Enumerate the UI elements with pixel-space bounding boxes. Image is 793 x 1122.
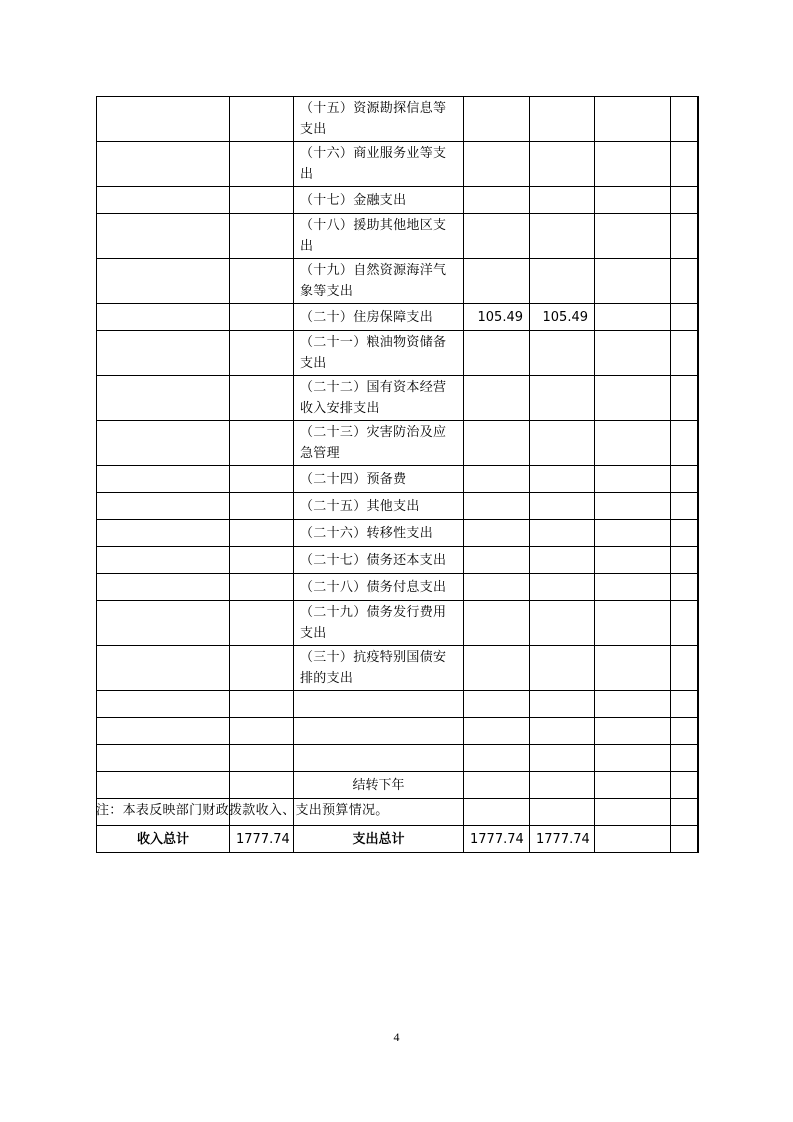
budget-table bbox=[96, 96, 699, 853]
income-amount-cell bbox=[230, 331, 294, 376]
expense-general-cell bbox=[530, 601, 595, 646]
expense-item-cell: （二十三）灾害防治及应急管理 bbox=[294, 421, 464, 466]
expense-total-cell bbox=[464, 547, 530, 574]
table-row bbox=[97, 214, 699, 259]
expense-general-cell bbox=[530, 421, 595, 466]
income-amount-cell bbox=[230, 745, 294, 772]
expense-general-cell bbox=[530, 718, 595, 745]
income-total-value: 1777.74 bbox=[230, 826, 294, 853]
expense-total-label: 支出总计 bbox=[294, 826, 464, 853]
table-edge-cell bbox=[698, 421, 699, 466]
table-edge-cell bbox=[698, 331, 699, 376]
income-item-cell bbox=[97, 691, 230, 718]
income-item-cell bbox=[97, 745, 230, 772]
expense-other-cell bbox=[671, 493, 698, 520]
income-amount-cell bbox=[230, 259, 294, 304]
expense-general-cell bbox=[530, 142, 595, 187]
expense-item-cell: （二十五）其他支出 bbox=[294, 493, 464, 520]
expense-fund-cell bbox=[595, 187, 671, 214]
expense-other-cell bbox=[671, 601, 698, 646]
expense-item-cell: （二十七）债务还本支出 bbox=[294, 547, 464, 574]
table-edge-cell bbox=[698, 466, 699, 493]
table-row bbox=[97, 718, 699, 745]
expense-general-cell bbox=[530, 259, 595, 304]
table-row bbox=[97, 493, 699, 520]
table-row bbox=[97, 304, 699, 331]
income-item-cell bbox=[97, 772, 230, 799]
expense-item-cell: （三十）抗疫特别国债安排的支出 bbox=[294, 646, 464, 691]
income-item-cell bbox=[97, 331, 230, 376]
table-row bbox=[97, 421, 699, 466]
table-row bbox=[97, 97, 699, 142]
budget-table-body bbox=[97, 97, 699, 853]
expense-other-cell bbox=[671, 187, 698, 214]
expense-total-cell bbox=[464, 259, 530, 304]
expense-general-cell bbox=[530, 520, 595, 547]
table-row bbox=[97, 691, 699, 718]
expense-general-cell bbox=[530, 187, 595, 214]
expense-general-cell bbox=[530, 493, 595, 520]
expense-fund-cell bbox=[595, 745, 671, 772]
income-amount-cell bbox=[230, 421, 294, 466]
income-amount-cell bbox=[230, 97, 294, 142]
expense-general-cell bbox=[530, 331, 595, 376]
income-item-cell bbox=[97, 97, 230, 142]
expense-total-cell bbox=[464, 646, 530, 691]
income-item-cell bbox=[97, 466, 230, 493]
expense-fund-cell bbox=[595, 772, 671, 799]
income-amount-cell bbox=[230, 601, 294, 646]
expense-other-total-cell bbox=[671, 826, 698, 853]
expense-fund-cell bbox=[595, 421, 671, 466]
table-edge-cell bbox=[698, 142, 699, 187]
expense-general-cell bbox=[530, 691, 595, 718]
expense-general-cell bbox=[530, 97, 595, 142]
expense-general-cell bbox=[530, 745, 595, 772]
table-edge-cell bbox=[698, 376, 699, 421]
expense-total-cell bbox=[464, 691, 530, 718]
expense-total-cell bbox=[464, 97, 530, 142]
expense-general-cell bbox=[530, 772, 595, 799]
expense-item-cell: （二十一）粮油物资储备支出 bbox=[294, 331, 464, 376]
expense-total-cell bbox=[464, 214, 530, 259]
income-item-cell bbox=[97, 304, 230, 331]
table-edge-cell bbox=[698, 601, 699, 646]
income-item-cell bbox=[97, 259, 230, 304]
expense-total-cell bbox=[464, 601, 530, 646]
expense-general-cell bbox=[530, 646, 595, 691]
expense-general-cell bbox=[530, 466, 595, 493]
income-item-cell bbox=[97, 601, 230, 646]
expense-general-total-value: 1777.74 bbox=[530, 826, 595, 853]
expense-item-cell: （二十八）债务付息支出 bbox=[294, 574, 464, 601]
expense-fund-cell bbox=[595, 520, 671, 547]
expense-other-cell bbox=[671, 97, 698, 142]
expense-general-cell: 105.49 bbox=[530, 304, 595, 331]
budget-table-container bbox=[96, 96, 699, 853]
table-edge-cell bbox=[698, 304, 699, 331]
expense-fund-cell bbox=[595, 601, 671, 646]
income-item-cell bbox=[97, 493, 230, 520]
expense-other-cell bbox=[671, 646, 698, 691]
expense-total-cell bbox=[464, 331, 530, 376]
expense-total-cell bbox=[464, 376, 530, 421]
expense-other-cell bbox=[671, 214, 698, 259]
expense-general-cell bbox=[530, 214, 595, 259]
income-amount-cell bbox=[230, 187, 294, 214]
table-row bbox=[97, 745, 699, 772]
expense-item-cell: （二十九）债务发行费用支出 bbox=[294, 601, 464, 646]
income-amount-cell bbox=[230, 691, 294, 718]
expense-item-cell: （二十四）预备费 bbox=[294, 466, 464, 493]
income-item-cell bbox=[97, 646, 230, 691]
expense-item-cell bbox=[294, 745, 464, 772]
table-edge-cell bbox=[698, 574, 699, 601]
totals-row bbox=[97, 826, 699, 853]
table-edge-cell bbox=[698, 214, 699, 259]
income-amount-cell bbox=[230, 214, 294, 259]
income-amount-cell bbox=[230, 547, 294, 574]
expense-fund-cell bbox=[595, 142, 671, 187]
expense-fund-cell bbox=[595, 331, 671, 376]
expense-fund-cell bbox=[595, 574, 671, 601]
income-amount-cell bbox=[230, 376, 294, 421]
table-row bbox=[97, 376, 699, 421]
expense-item-cell: （二十二）国有资本经营收入安排支出 bbox=[294, 376, 464, 421]
expense-total-cell: 105.49 bbox=[464, 304, 530, 331]
income-item-cell bbox=[97, 547, 230, 574]
expense-total-cell bbox=[464, 142, 530, 187]
income-amount-cell bbox=[230, 772, 294, 799]
expense-other-cell bbox=[671, 691, 698, 718]
expense-other-cell bbox=[671, 466, 698, 493]
income-item-cell bbox=[97, 214, 230, 259]
income-total-label: 收入总计 bbox=[97, 826, 230, 853]
page-number: 4 bbox=[393, 1030, 400, 1044]
expense-total-cell bbox=[464, 421, 530, 466]
expense-item-cell bbox=[294, 691, 464, 718]
table-edge-cell bbox=[698, 718, 699, 745]
income-item-cell bbox=[97, 376, 230, 421]
expense-other-cell bbox=[671, 421, 698, 466]
expense-other-cell bbox=[671, 574, 698, 601]
table-row bbox=[97, 772, 699, 799]
expense-other-cell bbox=[671, 259, 698, 304]
table-edge-cell bbox=[698, 745, 699, 772]
expense-item-cell: （二十）住房保障支出 bbox=[294, 304, 464, 331]
expense-fund-cell bbox=[595, 214, 671, 259]
expense-total-value: 1777.74 bbox=[464, 826, 530, 853]
expense-total-cell bbox=[464, 799, 530, 826]
income-item-cell bbox=[97, 520, 230, 547]
table-edge-cell bbox=[698, 646, 699, 691]
table-note: 注：本表反映部门财政拨款收入、支出预算情况。 bbox=[96, 803, 389, 818]
expense-fund-cell bbox=[595, 304, 671, 331]
table-row bbox=[97, 547, 699, 574]
expense-fund-cell bbox=[595, 493, 671, 520]
table-edge-cell bbox=[698, 799, 699, 826]
expense-other-cell bbox=[671, 745, 698, 772]
table-edge-cell bbox=[698, 772, 699, 799]
income-item-cell bbox=[97, 187, 230, 214]
income-item-cell bbox=[97, 142, 230, 187]
table-row bbox=[97, 574, 699, 601]
table-edge-cell bbox=[698, 826, 699, 853]
expense-total-cell bbox=[464, 466, 530, 493]
expense-general-cell bbox=[530, 574, 595, 601]
expense-fund-cell bbox=[595, 97, 671, 142]
expense-fund-cell bbox=[595, 376, 671, 421]
table-edge-cell bbox=[698, 547, 699, 574]
expense-total-cell bbox=[464, 493, 530, 520]
table-edge-cell bbox=[698, 187, 699, 214]
expense-other-cell bbox=[671, 304, 698, 331]
expense-fund-cell bbox=[595, 691, 671, 718]
table-row bbox=[97, 466, 699, 493]
expense-fund-cell bbox=[595, 646, 671, 691]
expense-other-cell bbox=[671, 142, 698, 187]
expense-general-cell bbox=[530, 376, 595, 421]
expense-total-cell bbox=[464, 187, 530, 214]
expense-other-cell bbox=[671, 376, 698, 421]
table-edge-cell bbox=[698, 520, 699, 547]
table-edge-cell bbox=[698, 691, 699, 718]
table-row bbox=[97, 142, 699, 187]
expense-fund-cell bbox=[595, 718, 671, 745]
expense-item-cell: （十九）自然资源海洋气象等支出 bbox=[294, 259, 464, 304]
expense-total-cell bbox=[464, 520, 530, 547]
expense-fund-cell bbox=[595, 466, 671, 493]
expense-item-cell: （十六）商业服务业等支出 bbox=[294, 142, 464, 187]
expense-item-cell: （十七）金融支出 bbox=[294, 187, 464, 214]
income-amount-cell bbox=[230, 718, 294, 745]
table-edge-cell bbox=[698, 259, 699, 304]
income-amount-cell bbox=[230, 142, 294, 187]
table-edge-cell bbox=[698, 493, 699, 520]
table-row bbox=[97, 520, 699, 547]
expense-item-cell: 结转下年 bbox=[294, 772, 464, 799]
expense-total-cell bbox=[464, 718, 530, 745]
expense-item-cell: （十八）援助其他地区支出 bbox=[294, 214, 464, 259]
expense-item-cell: （十五）资源勘探信息等支出 bbox=[294, 97, 464, 142]
expense-fund-cell bbox=[595, 259, 671, 304]
expense-other-cell bbox=[671, 331, 698, 376]
table-row bbox=[97, 601, 699, 646]
income-amount-cell bbox=[230, 493, 294, 520]
expense-fund-total-cell bbox=[595, 826, 671, 853]
income-amount-cell bbox=[230, 304, 294, 331]
expense-item-cell: （二十六）转移性支出 bbox=[294, 520, 464, 547]
expense-other-cell bbox=[671, 799, 698, 826]
expense-fund-cell bbox=[595, 799, 671, 826]
table-row bbox=[97, 187, 699, 214]
expense-other-cell bbox=[671, 772, 698, 799]
table-row bbox=[97, 259, 699, 304]
expense-fund-cell bbox=[595, 547, 671, 574]
income-amount-cell bbox=[230, 574, 294, 601]
income-item-cell bbox=[97, 421, 230, 466]
expense-total-cell bbox=[464, 574, 530, 601]
expense-other-cell bbox=[671, 547, 698, 574]
expense-other-cell bbox=[671, 718, 698, 745]
table-row bbox=[97, 331, 699, 376]
income-amount-cell bbox=[230, 646, 294, 691]
table-row bbox=[97, 646, 699, 691]
expense-total-cell bbox=[464, 745, 530, 772]
expense-other-cell bbox=[671, 520, 698, 547]
income-amount-cell bbox=[230, 520, 294, 547]
expense-general-cell bbox=[530, 547, 595, 574]
expense-total-cell bbox=[464, 772, 530, 799]
income-item-cell bbox=[97, 718, 230, 745]
expense-item-cell bbox=[294, 718, 464, 745]
income-amount-cell bbox=[230, 466, 294, 493]
table-edge-cell bbox=[698, 97, 699, 142]
expense-general-cell bbox=[530, 799, 595, 826]
income-item-cell bbox=[97, 574, 230, 601]
